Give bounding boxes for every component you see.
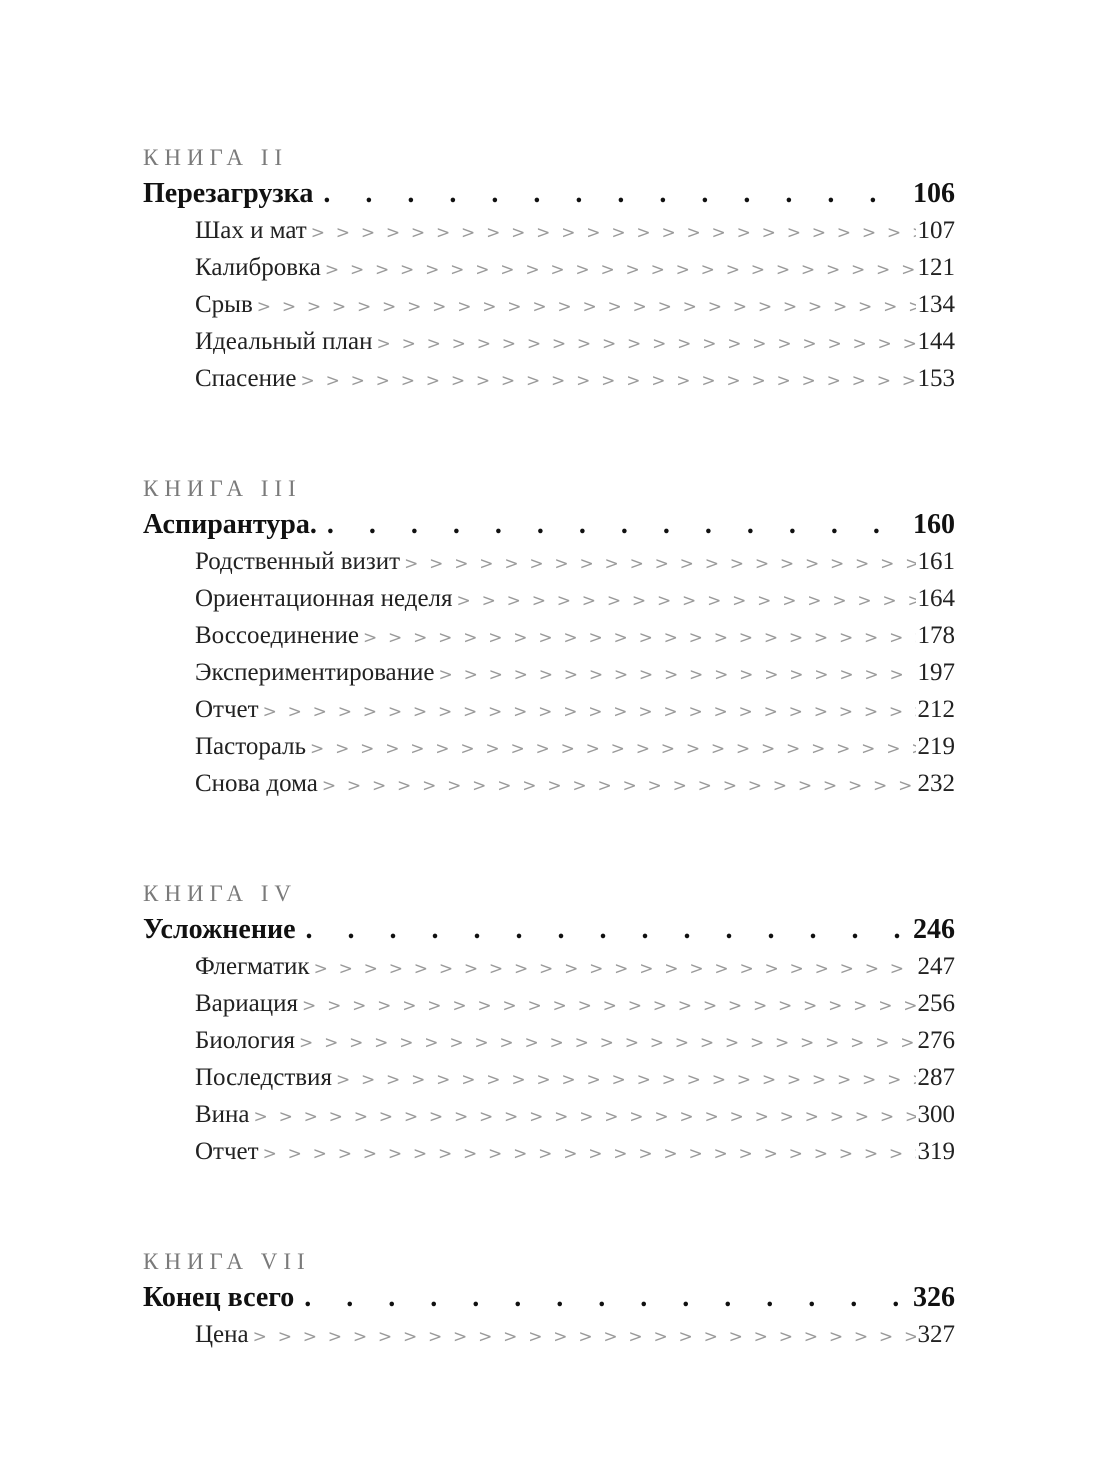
chapter-page-number: 276	[917, 1027, 955, 1054]
chapter-list	[143, 543, 955, 802]
chapter-entry[interactable]	[195, 1059, 955, 1096]
arrow-leader	[263, 1136, 916, 1173]
chapter-page-number: 153	[917, 365, 955, 392]
book-label: КНИГА II	[143, 145, 289, 170]
arrow-leader	[314, 951, 916, 988]
chapter-page-number: 319	[917, 1138, 955, 1165]
chapter-entry[interactable]	[195, 765, 955, 802]
chapter-title: Ориентационная неделя	[195, 585, 453, 612]
chapter-page-number: 247	[917, 953, 955, 980]
arrow-leader	[457, 583, 916, 620]
part-title: Аспирантура.	[143, 509, 317, 540]
chapter-page-number: 144	[917, 328, 955, 355]
chapter-title: Флегматик	[195, 953, 310, 980]
chapter-list	[143, 948, 955, 1170]
chapter-entry[interactable]	[195, 212, 955, 249]
book-label: КНИГА VII	[143, 1249, 311, 1274]
chapter-entry[interactable]	[195, 286, 955, 323]
chapter-page-number: 178	[917, 622, 955, 649]
arrow-leader	[301, 363, 916, 400]
chapter-page-number: 300	[917, 1101, 955, 1128]
arrow-leader	[377, 326, 916, 363]
book-section	[143, 1244, 955, 1353]
chapter-page-number: 327	[917, 1321, 955, 1348]
chapter-page-number: 107	[917, 217, 955, 244]
arrow-leader	[404, 546, 915, 583]
chapter-page-number: 219	[917, 733, 955, 760]
chapter-title: Экспериментирование	[195, 659, 435, 686]
arrow-leader	[254, 1099, 916, 1136]
arrow-leader	[257, 289, 916, 326]
part-entry[interactable]	[143, 507, 955, 543]
chapter-page-number: 161	[917, 548, 955, 575]
arrow-leader	[253, 1319, 916, 1356]
chapter-title: Родственный визит	[195, 548, 401, 575]
arrow-leader	[302, 988, 915, 1025]
arrow-leader	[336, 1062, 916, 1099]
chapter-page-number: 197	[917, 659, 955, 686]
dot-leader	[304, 1280, 909, 1316]
part-page-number: 160	[913, 509, 955, 540]
chapter-page-number: 134	[917, 291, 955, 318]
part-page-number: 246	[913, 914, 955, 945]
chapter-page-number: 121	[917, 254, 955, 281]
chapter-entry[interactable]	[195, 728, 955, 765]
chapter-entry[interactable]	[195, 654, 955, 691]
arrow-leader	[311, 215, 916, 252]
chapter-entry[interactable]	[195, 985, 955, 1022]
chapter-page-number: 232	[917, 770, 955, 797]
chapter-list	[143, 1316, 955, 1353]
arrow-leader	[322, 768, 916, 805]
chapter-entry[interactable]	[195, 948, 955, 985]
chapter-entry[interactable]	[195, 1316, 955, 1353]
book-label: КНИГА IV	[143, 881, 297, 906]
chapter-entry[interactable]	[195, 1133, 955, 1170]
part-title: Перезагрузка	[143, 178, 314, 209]
part-entry[interactable]	[143, 1280, 955, 1316]
dot-leader	[323, 176, 909, 212]
chapter-title: Воссоединение	[195, 622, 359, 649]
chapter-entry[interactable]	[195, 691, 955, 728]
chapter-entry[interactable]	[195, 323, 955, 360]
chapter-title: Вина	[195, 1101, 250, 1128]
chapter-title: Срыв	[195, 291, 253, 318]
chapter-entry[interactable]	[195, 249, 955, 286]
chapter-title: Биология	[195, 1027, 296, 1054]
part-title: Конец всего	[143, 1282, 295, 1313]
chapter-title: Калибровка	[195, 254, 321, 281]
chapter-title: Вариация	[195, 990, 299, 1017]
chapter-entry[interactable]	[195, 580, 955, 617]
chapter-title: Отчет	[195, 1138, 259, 1165]
chapter-title: Спасение	[195, 365, 297, 392]
chapter-entry[interactable]	[195, 1096, 955, 1133]
chapter-entry[interactable]	[195, 1022, 955, 1059]
book-section	[143, 140, 955, 397]
arrow-leader	[263, 694, 916, 731]
chapter-entry[interactable]	[195, 617, 955, 654]
table-of-contents	[143, 140, 955, 1427]
chapter-title: Пастораль	[195, 733, 307, 760]
part-page-number: 106	[913, 178, 955, 209]
chapter-title: Последствия	[195, 1064, 332, 1091]
dot-leader	[306, 912, 909, 948]
part-entry[interactable]	[143, 176, 955, 212]
chapter-entry[interactable]	[195, 360, 955, 397]
chapter-title: Идеальный план	[195, 328, 373, 355]
arrow-leader	[439, 657, 916, 694]
book-section	[143, 876, 955, 1170]
chapter-page-number: 164	[917, 585, 955, 612]
chapter-title: Снова дома	[195, 770, 318, 797]
chapter-list	[143, 212, 955, 397]
book-section	[143, 471, 955, 802]
arrow-leader	[310, 731, 915, 768]
chapter-page-number: 287	[917, 1064, 955, 1091]
part-entry[interactable]	[143, 912, 955, 948]
chapter-title: Цена	[195, 1321, 249, 1348]
arrow-leader	[325, 252, 916, 289]
arrow-leader	[363, 620, 916, 657]
chapter-page-number: 212	[917, 696, 955, 723]
part-title: Усложнение	[143, 914, 296, 945]
chapter-title: Шах и мат	[195, 217, 307, 244]
book-label: КНИГА III	[143, 476, 302, 501]
chapter-entry[interactable]	[195, 543, 955, 580]
chapter-title: Отчет	[195, 696, 259, 723]
arrow-leader	[299, 1025, 915, 1062]
part-page-number: 326	[913, 1282, 955, 1313]
chapter-page-number: 256	[917, 990, 955, 1017]
dot-leader	[327, 507, 909, 543]
